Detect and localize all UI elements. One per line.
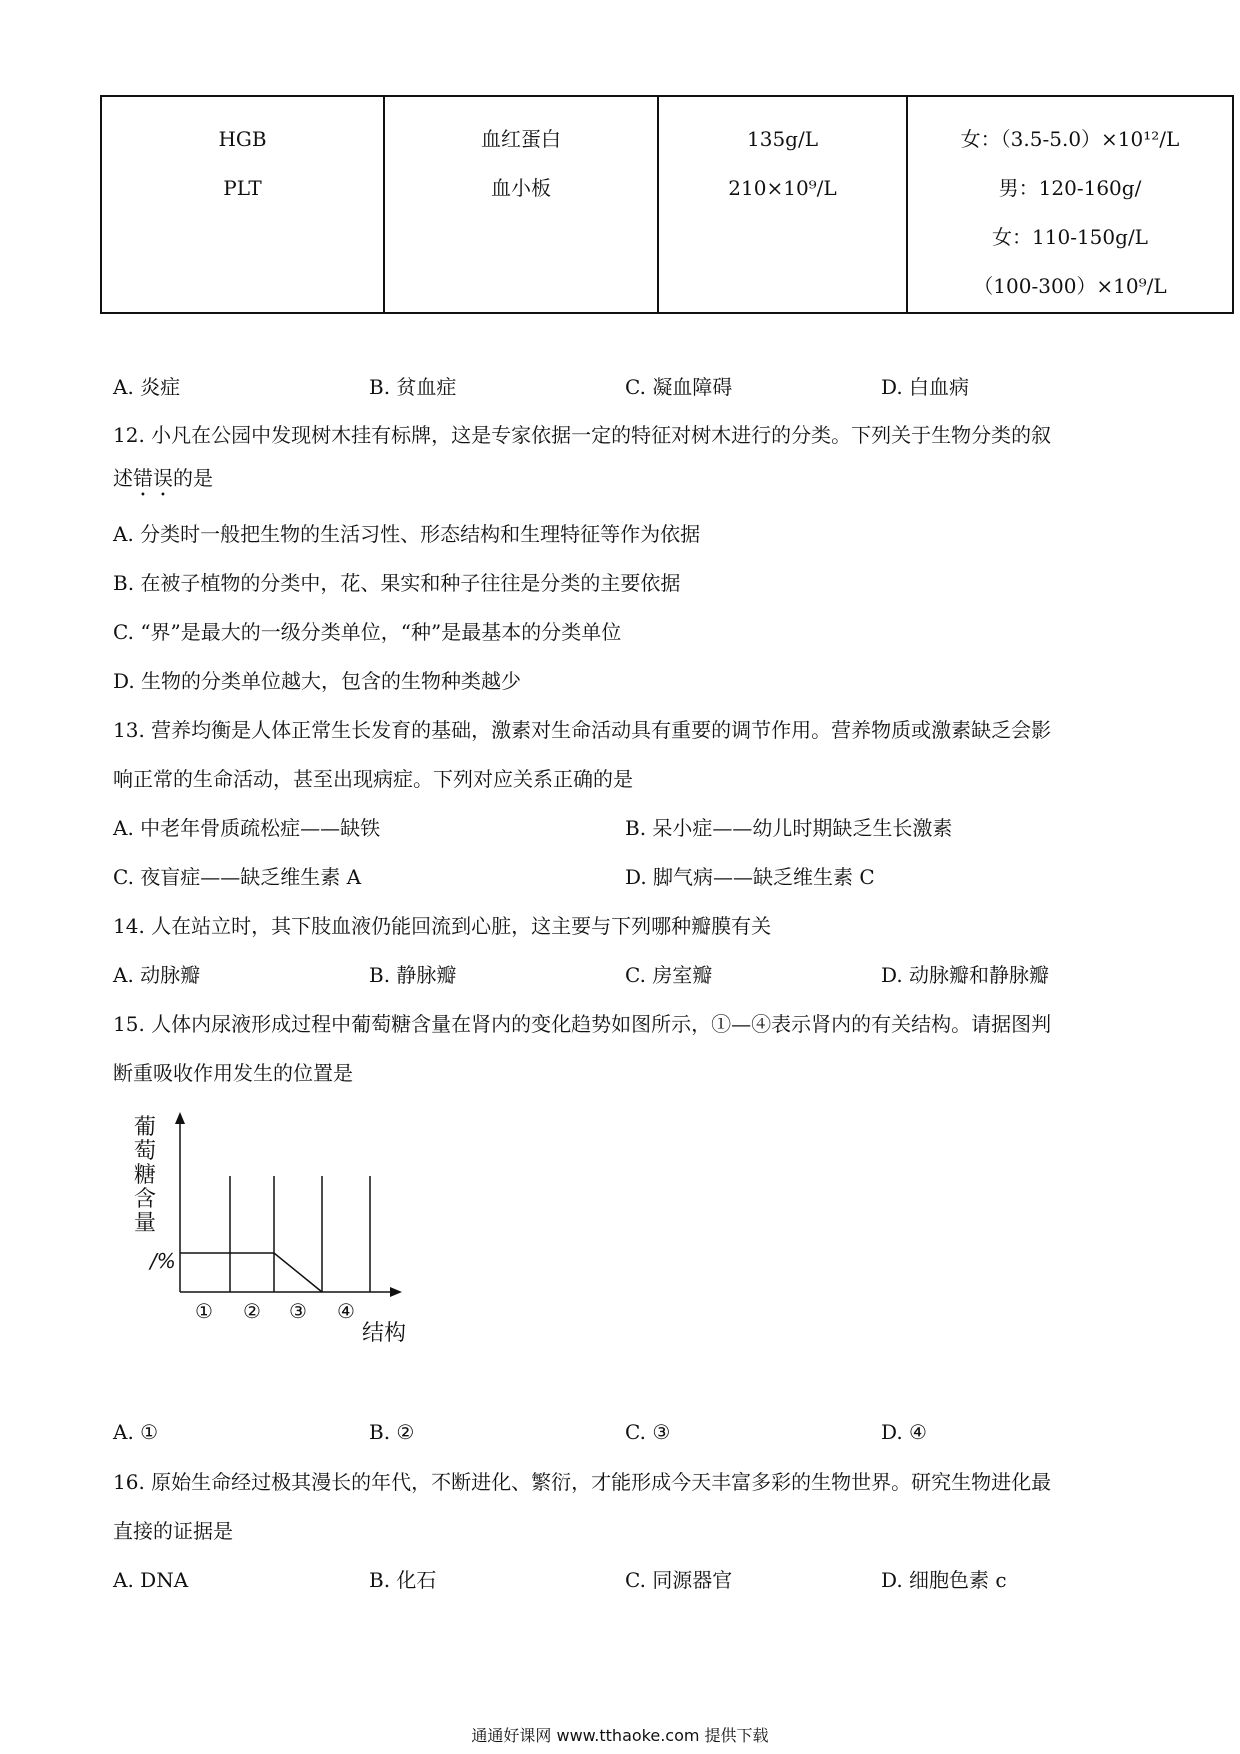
option-text: 凝血障碍 <box>652 375 733 399</box>
option-letter: B. <box>369 375 391 399</box>
option-text: 化石 <box>396 1568 437 1592</box>
q14-options <box>0 960 1240 990</box>
option-letter: D. <box>881 1568 903 1592</box>
option-a <box>113 1417 158 1447</box>
y-label-char: 含 <box>134 1187 157 1212</box>
cell-line: 血红蛋白 <box>481 127 561 151</box>
x-tick-label: ③ <box>289 1299 307 1323</box>
option-letter: A. <box>113 1568 134 1592</box>
y-label-char: 萄 <box>134 1139 157 1164</box>
option-a <box>113 813 380 843</box>
option-text: 房室瓣 <box>652 963 713 987</box>
option-letter: A. <box>113 522 134 546</box>
option-b <box>369 372 456 402</box>
y-label-unit: /% <box>150 1249 176 1273</box>
x-tick-label: ② <box>243 1299 261 1323</box>
option-letter: D. <box>625 865 647 889</box>
option-d <box>881 1417 927 1447</box>
q15-options <box>0 1417 1240 1447</box>
x-tick-label: ① <box>195 1299 213 1323</box>
table-cell-result <box>658 96 907 313</box>
option-letter: D. <box>881 375 903 399</box>
y-label-char: 葡 <box>134 1115 157 1140</box>
cell-line: 女：（3.5-5.0）×10¹²/L <box>960 127 1180 151</box>
cell-line: HGB <box>218 127 267 151</box>
stem-text: 的是 <box>173 466 213 490</box>
option-letter: B. <box>625 816 647 840</box>
x-axis-label: 结构 <box>362 1321 407 1346</box>
q12-option-b <box>113 568 680 598</box>
option-b <box>369 1565 436 1595</box>
q12-option-d <box>113 666 521 696</box>
q15-stem-line2: 断重吸收作用发生的位置是 <box>113 1061 353 1085</box>
option-a <box>113 372 180 402</box>
option-b <box>369 960 456 990</box>
stem-text: 述 <box>113 466 133 490</box>
option-letter: D. <box>881 963 903 987</box>
x-axis-arrow <box>390 1287 402 1297</box>
cell-line: 男：120-160g/ <box>998 176 1142 200</box>
q13-stem-line1: 13. 营养均衡是人体正常生长发育的基础，激素对生命活动具有重要的调节作用。营养物质或激素缺乏会影 <box>113 718 1052 742</box>
x-tick-label: ④ <box>337 1299 355 1323</box>
y-axis-arrow <box>175 1112 185 1124</box>
option-letter: C. <box>625 963 646 987</box>
q16-stem-line2: 直接的证据是 <box>113 1519 233 1543</box>
q13-options-row1 <box>0 813 1240 843</box>
option-letter: B. <box>113 571 135 595</box>
q16-options <box>0 1565 1240 1595</box>
option-d <box>625 862 875 892</box>
option-d <box>881 372 969 402</box>
cell-line: （100-300）×10⁹/L <box>973 274 1167 298</box>
option-letter: A. <box>113 1420 134 1444</box>
q16-stem-line1: 16. 原始生命经过极其漫长的年代，不断进化、繁衍，才能形成今天丰富多彩的生物世界。研究生物进化最 <box>113 1470 1052 1494</box>
option-letter: C. <box>625 375 646 399</box>
option-c <box>625 960 712 990</box>
y-label-char: 糖 <box>134 1163 157 1188</box>
option-letter: A. <box>113 963 134 987</box>
emphasized-text: 错误 <box>133 466 173 490</box>
table-row <box>101 96 1233 313</box>
cell-line: 女：110-150g/L <box>992 225 1148 249</box>
table-cell-reference <box>907 96 1233 313</box>
page-footer: 通通好课网 www.tthaoke.com 提供下载 <box>471 1726 769 1745</box>
option-letter: B. <box>369 1420 391 1444</box>
option-letter: A. <box>113 375 134 399</box>
y-label-char: 量 <box>134 1211 157 1236</box>
option-b <box>369 1417 414 1447</box>
option-text: ② <box>396 1420 415 1444</box>
option-text: DNA <box>140 1568 189 1592</box>
option-text: ③ <box>652 1420 671 1444</box>
option-letter: B. <box>369 963 391 987</box>
cell-line: 135g/L <box>747 127 818 151</box>
option-text: 中老年骨质疏松症——缺铁 <box>140 816 381 840</box>
q12-stem-line1: 12. 小凡在公园中发现树木挂有标牌，这是专家依据一定的特征对树木进行的分类。下列关于生物分类的叙 <box>113 423 1052 447</box>
option-text: 动脉瓣 <box>140 963 201 987</box>
option-letter: D. <box>881 1420 903 1444</box>
q11-options <box>0 372 1240 402</box>
option-text: 贫血症 <box>396 375 457 399</box>
option-d <box>881 1565 1007 1595</box>
option-text: 动脉瓣和静脉瓣 <box>909 963 1050 987</box>
option-c <box>625 1417 670 1447</box>
q15-stem-line1: 15. 人体内尿液形成过程中葡萄糖含量在肾内的变化趋势如图所示，①—④表示肾内的有关结构。请据图判 <box>113 1012 1052 1036</box>
option-c <box>625 372 732 402</box>
option-a <box>113 960 200 990</box>
cell-line: 血小板 <box>491 176 551 200</box>
option-text: 静脉瓣 <box>396 963 457 987</box>
option-a <box>113 1565 188 1595</box>
option-b <box>625 813 952 843</box>
q12-option-a <box>113 519 700 549</box>
option-text: 呆小症——幼儿时期缺乏生长激素 <box>652 816 953 840</box>
option-text: 细胞色素 c <box>909 1568 1007 1592</box>
option-letter: C. <box>113 620 134 644</box>
cell-line: 210×10⁹/L <box>728 176 837 200</box>
option-text: ① <box>140 1420 159 1444</box>
option-text: 白血病 <box>909 375 970 399</box>
q14-stem: 14. 人在站立时，其下肢血液仍能回流到心脏，这主要与下列哪种瓣膜有关 <box>113 914 772 938</box>
option-text: “界”是最大的一级分类单位，“种”是最基本的分类单位 <box>140 620 622 644</box>
table-cell-abbr <box>101 96 384 313</box>
option-letter: C. <box>625 1568 646 1592</box>
option-letter: B. <box>369 1568 391 1592</box>
q12-stem-line2 <box>113 463 213 501</box>
option-letter: C. <box>625 1420 646 1444</box>
cell-line: PLT <box>223 176 262 200</box>
table-cell-name <box>384 96 658 313</box>
blood-test-table <box>100 95 1234 314</box>
option-letter: D. <box>113 669 135 693</box>
option-text: ④ <box>909 1420 927 1444</box>
option-text: 在被子植物的分类中，花、果实和种子往往是分类的主要依据 <box>140 571 681 595</box>
option-c <box>625 1565 732 1595</box>
q13-stem-line2: 响正常的生命活动，甚至出现病症。下列对应关系正确的是 <box>113 767 633 791</box>
option-text: 生物的分类单位越大，包含的生物种类越少 <box>141 669 522 693</box>
option-letter: A. <box>113 816 134 840</box>
glucose-trend-line <box>180 1253 322 1292</box>
q12-option-c <box>113 617 621 647</box>
option-c <box>113 862 361 892</box>
option-d <box>881 960 1049 990</box>
q13-options-row2 <box>0 862 1240 892</box>
option-text: 同源器官 <box>652 1568 733 1592</box>
option-text: 夜盲症——缺乏维生素 A <box>140 865 362 889</box>
glucose-chart <box>130 1100 440 1360</box>
option-text: 炎症 <box>140 375 181 399</box>
option-text: 脚气病——缺乏维生素 C <box>653 865 875 889</box>
option-letter: C. <box>113 865 134 889</box>
option-text: 分类时一般把生物的生活习性、形态结构和生理特征等作为依据 <box>140 522 701 546</box>
